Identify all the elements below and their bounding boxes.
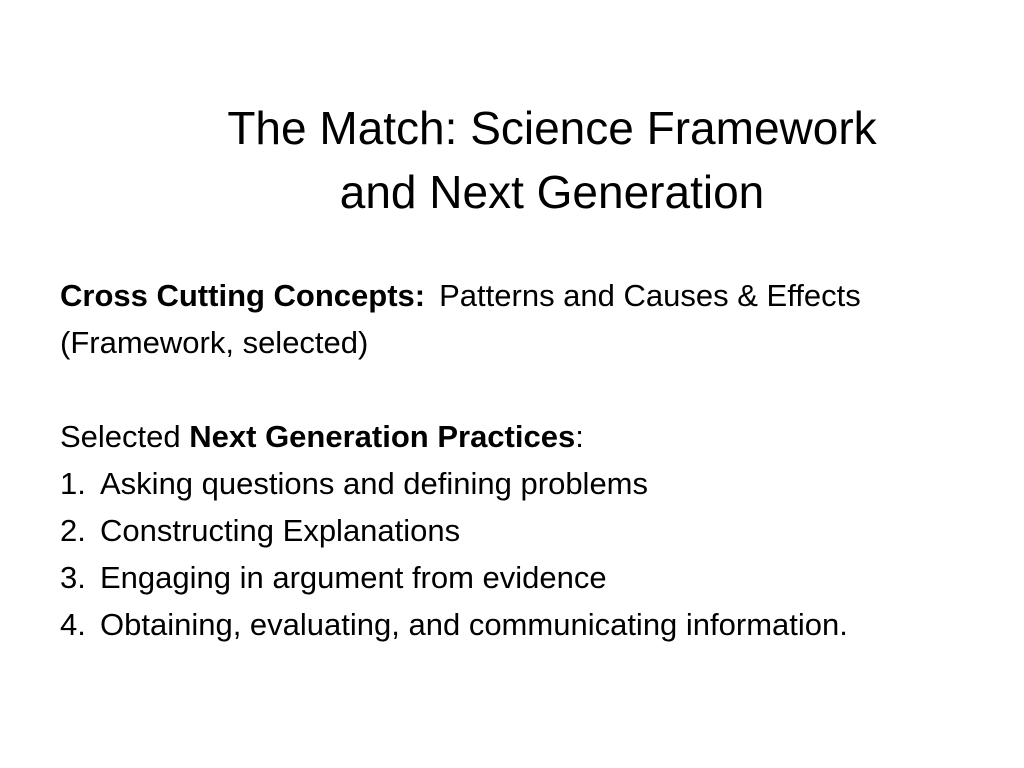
list-item-number: 1. [60,466,86,501]
list-item [60,601,980,648]
cross-cutting-concepts [60,272,980,366]
list-item [60,554,980,601]
list-item-text: Engaging in argument from evidence [100,560,607,595]
list-item-number: 2. [60,513,86,548]
list-item-text: Asking questions and defining problems [100,466,649,501]
practices-intro [60,413,980,460]
list-item [60,507,980,554]
list-item-text: Obtaining, evaluating, and communicating information. [100,607,848,642]
concepts-text: Patterns and Causes & Effects (Framework, selected) [60,278,861,360]
practices-intro-prefix: Selected [60,419,190,454]
list-item-text: Constructing Explanations [100,513,461,548]
spacer [60,366,980,413]
slide-body [60,272,980,648]
practices-intro-bold: Next Generation Practices [189,419,576,454]
concepts-label: Cross Cutting Concepts: [60,278,426,313]
practices-intro-suffix: : [575,419,584,454]
list-item-number: 3. [60,560,86,595]
list-item-number: 4. [60,607,86,642]
list-item [60,460,980,507]
slide-title [100,96,1004,224]
title-line-2: and Next Generation [339,166,765,218]
title-line-1: The Match: Science Framework [227,102,877,154]
practices-list [60,460,980,648]
